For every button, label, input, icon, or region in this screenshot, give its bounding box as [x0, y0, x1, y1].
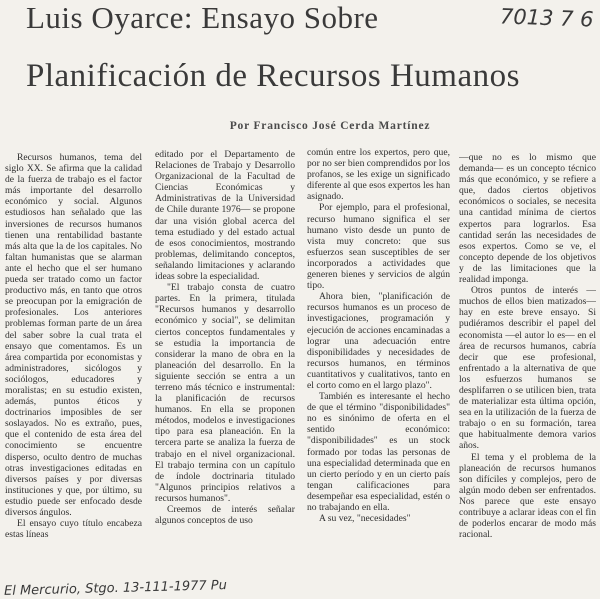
paragraph: Por ejemplo, para el profesional, recurso humano significa el ser humano visto desde un punto de vista muy concreto: que sus esfuerzos sean susceptibles de ser incorporados a actividades que generen bienes y servicios de algún tipo. [307, 202, 450, 292]
paragraph: común entre los expertos, pero que, por no ser bien comprendidos por los profanos, se les exige un significado diferente al que esos expertos les han asignado. [307, 147, 450, 203]
paragraph: Recursos humanos, tema del siglo XX. Se afirma que la calidad de la fuerza de trabajo es el factor más importante del desarrollo económico y social. Algunos estudiosos han señalado que las inversiones de recursos humanos tienen una rentabilidad bastante más alta que la de los capitales. No faltan humanistas que se alarman ante el hecho que el ser humano pueda ser tratado como un factor productivo más, en tanto que otros se preocupan por la emigración de profesionales. Los anteriores problemas forman parte de un área del saber sobre la cual trata el ensayo que comentamos. Es un área compartida por economistas y administradores, sicólogos y sociólogos, educadores y moralistas; en su estudio existen, además, puntos éticos y doctrinarios imposibles de ser soslayados. No es extraño, pues, que el contenido de esta área del conocimiento se encuentre disperso, oculto dentro de muchas otras investigaciones editadas en diversos países y por diversas instituciones y que, por último, su estudio puede ser enfocado desde diversos ángulos. [5, 152, 142, 518]
paragraph: El ensayo cuyo título encabeza estas líneas [5, 518, 142, 541]
article-column-3 [307, 147, 450, 577]
byline: Por Francisco José Cerda Martínez [229, 120, 431, 132]
paragraph: Otros puntos de interés —muchos de ellos bien matizados— hay en este breve ensayo. Si pudiéramos describir el papel del economista —el autor lo es— en el área de recursos humanos, cabría decir que ese profesional, enfrentado a la alternativa de que los esfuerzos humanos se desplifarren o se utilicen bien, trata de materializar esta última opción, sea en la utilización de la fuerza de trabajo o en su formación, tarea que habitualmente demora varios años. [459, 285, 596, 452]
article-column-1 [5, 152, 142, 582]
article-column-2 [155, 149, 295, 579]
paragraph: A su vez, "necesidades" [319, 513, 411, 525]
headline-line-2: Planificación de Recursos Humanos [26, 58, 520, 94]
paragraph: Ahora bien, "planificación de recursos humanos es un proceso de investigaciones, programación y ejecución de acciones encaminadas a lograr una adecuación entre disponibilidades y necesidades de recursos humanos, en términos cuantitativos y cualitativos, tanto en el corto como en el largo plazo". [307, 291, 450, 391]
handwritten-catalog-note: 7013 7 6 [499, 4, 594, 32]
handwritten-source-stamp: El Mercurio, Stgo. 13-111-1977 Pu [3, 578, 228, 599]
headline-line-1: Luis Oyarce: Ensayo Sobre [26, 0, 379, 35]
paragraph: "El trabajo consta de cuatro partes. En la primera, titulada "Recursos humanos y desarrollo económico y social", se delimitan ciertos conceptos fundamentales y se estudia la importancia de considerar la mano de obra en la planeación del desarrollo. En la siguiente sección se entra a un terreno más técnico e instrumental: la planificación de recursos humanos. En ella se proponen métodos, modelos e investigaciones tipo para esa planeación. En la tercera parte se analiza la fuerza de trabajo en el nivel organizacional. El trabajo termina con un capítulo de índole doctrinaria titulado "Algunos principios relativos a recursos humanos". [155, 282, 295, 504]
paragraph: El tema y el problema de la planeación de recursos humanos son difíciles y complejos, pero de algún modo deben ser enfrentados. Nos parece que este ensayo contribuye a aclarar ideas con el fin de poderlos encarar de modo más racional. [459, 451, 596, 541]
article-column-4 [459, 152, 596, 582]
paragraph: editado por el Departamento de Relaciones de Trabajo y Desarrollo Organizacional de la Facultad de Ciencias Económicas y Administrativas de la Universidad de Chile durante 1976— se propone dar una visión global acerca del tema estudiado y del estado actual de esos conocimientos, mostrando problemas, delimitando conceptos, señalando limitaciones y aclarando ideas sobre la especialidad. [155, 149, 295, 283]
paragraph: Creemos de interés señalar algunos conceptos de uso [155, 504, 295, 527]
paragraph: —que no es lo mismo que demanda— es un concepto técnico más que económico, y se refiere a que, dados ciertos objetivos económicos o sociales, se necesita una cantidad mínima de ciertos expertos para lograrlos. Esa cantidad serán las necesidades de esos expertos. Como se ve, el concepto depende de los objetivos y de las limitaciones que la realidad imponga. [459, 152, 596, 286]
paragraph: También es interesante el hecho de que el término "disponibilidades" no es sinónimo de oferta en el sentido económico: "disponibilidades" es un stock formado por todas las personas de una especialidad determinada que en un cierto período y en un cierto país tengan calificaciones para desempeñar esa especialidad, estén o no trabajando en ella. [307, 391, 450, 513]
